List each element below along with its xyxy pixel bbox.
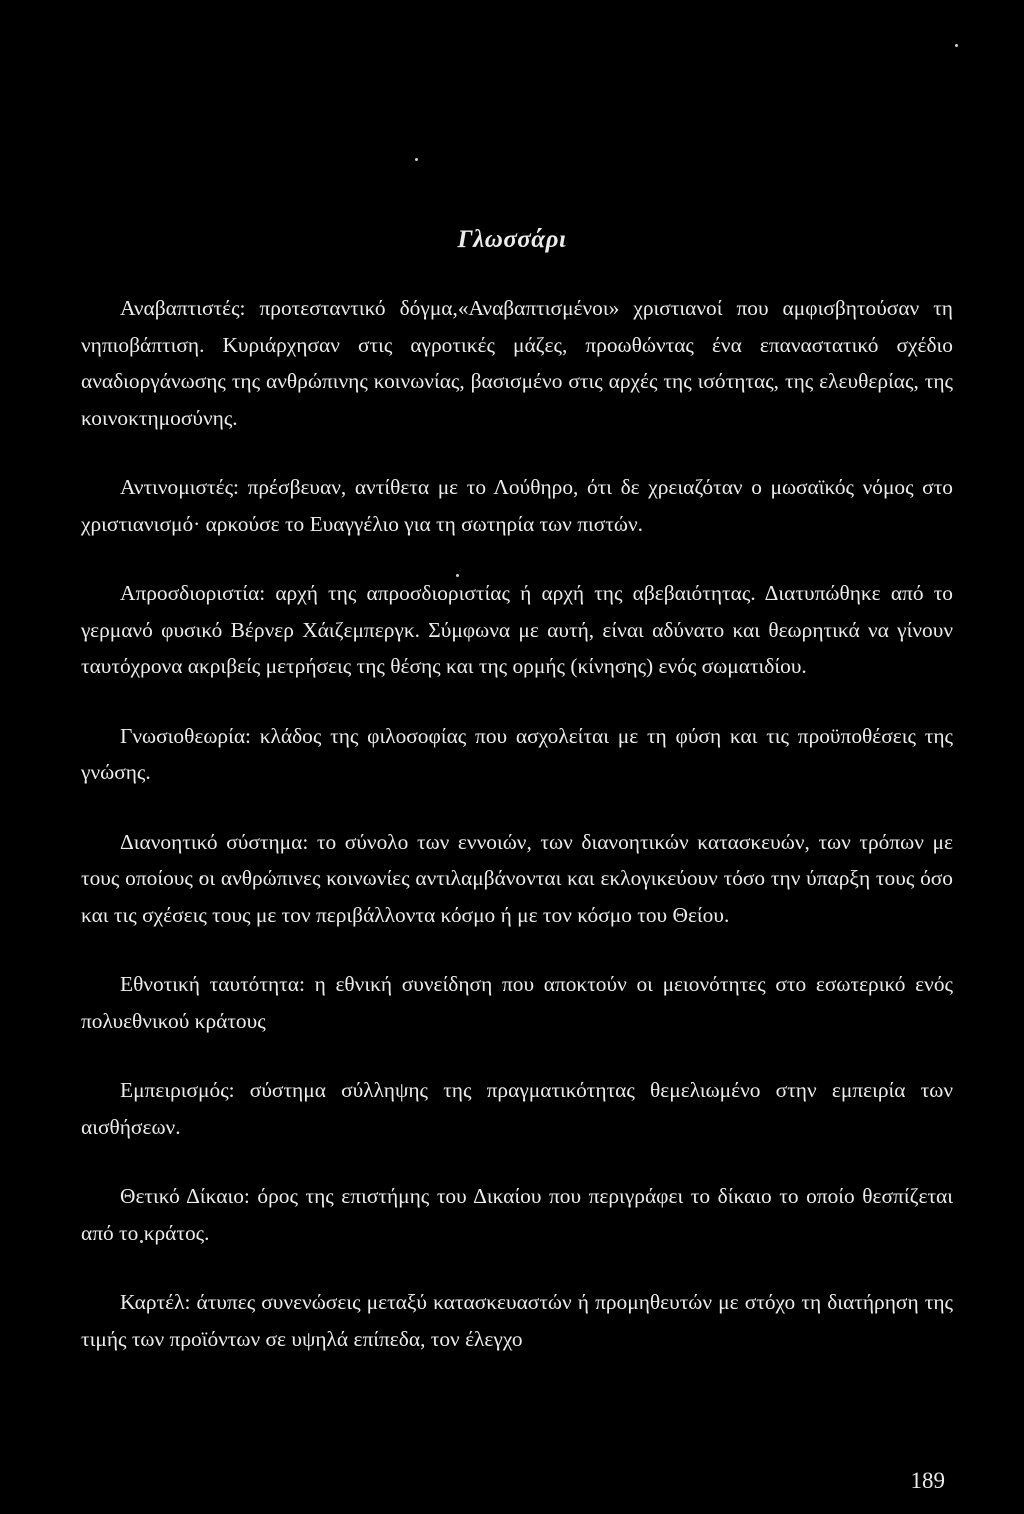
glossary-title: Γλωσσάρι xyxy=(457,226,567,253)
glossary-entry: Αντινομιστές: πρέσβευαν, αντίθετα με το Λούθηρο, ότι δε χρειαζόταν ο μωσαϊκός νόμος στο χριστιανισμό· αρκούσε το Ευαγγέλιο για τη σωτηρία των πιστών. xyxy=(81,475,953,536)
scan-speck xyxy=(955,44,958,47)
glossary-entry: Διανοητικό σύστημα: το σύνολο των εννοιών, των διανοητικών κατασκευών, των τρόπων με τους οποίους οι ανθρώπινες κοινωνίες αντιλαμβάνονται και εκλογικεύουν τόσο την ύπαρξη τους όσο και τις σχέσεις τους με τον περιβάλλοντα κόσμο ή με τον κόσμο του Θείου. xyxy=(81,829,953,927)
glossary-entry: Αναβαπτιστές: προτεσταντικό δόγμα,«Αναβαπτισμένοι» χριστιανοί που αμφισβητούσαν τη νηπιοβάπτιση. Κυριάρχησαν στις αγροτικές μάζες, προωθώντας ένα επαναστατικό σχέδιο αναδιοργάνωσης της ανθρώπινης κοινωνίας, βασισμένο στις αρχές της ισότητας, της ελευθερίας, της κοινοκτημοσύνης. xyxy=(81,296,953,430)
glossary-entry: Καρτέλ: άτυπες συνενώσεις μεταξύ κατασκευαστών ή προμηθευτών με στόχο τη διατήρηση της τιμής των προϊόντων σε υψηλά επίπεδα, τον έλεγχο xyxy=(81,1290,953,1351)
glossary-entry: Θετικό Δίκαιο: όρος της επιστήμης του Δικαίου που περιγράφει το δίκαιο το οποίο θεσπίζεται από το κράτος. xyxy=(81,1184,953,1245)
glossary-entry: Γνωσιοθεωρία: κλάδος της φιλοσοφίας που ασχολείται με τη φύση και τις προϋποθέσεις της γνώσης. xyxy=(81,723,953,784)
glossary-entry: Απροσδιοριστία: αρχή της απροσδιοριστίας ή αρχή της αβεβαιότητας. Διατυπώθηκε από το γερμανό φυσικό Βέρνερ Χάιζεμπεργκ. Σύμφωνα με αυτή, είναι αδύνατο και θεωρητικά να γίνουν ταυτόχρονα ακριβείς μετρήσεις της θέσης και της ορμής (κίνησης) ενός σωματιδίου. xyxy=(81,581,953,678)
page-number: 189 xyxy=(910,1468,945,1493)
glossary-entries xyxy=(81,290,953,1357)
scan-speck xyxy=(415,158,418,161)
glossary-entry: Εθνοτική ταυτότητα: η εθνική συνείδηση που αποκτούν οι μειονότητες στο εσωτερικό ενός πολυεθνικού κράτους xyxy=(81,972,953,1033)
glossary-entry: Εμπειρισμός: σύστημα σύλληψης της πραγματικότητας θεμελιωμένο στην εμπειρία των αισθήσεων. xyxy=(81,1078,953,1139)
